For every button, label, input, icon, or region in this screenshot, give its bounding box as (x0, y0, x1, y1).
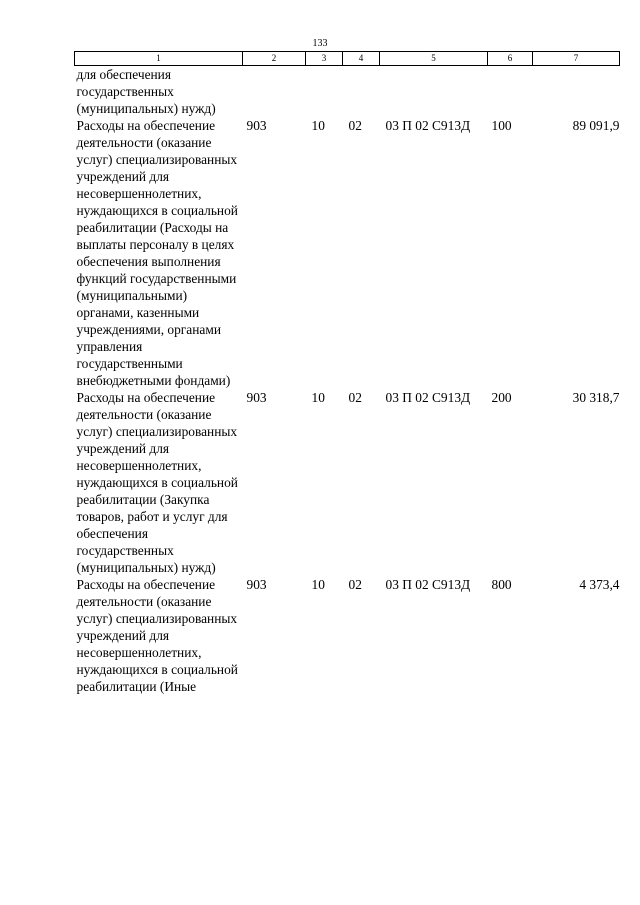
column-header-6: 6 (488, 52, 533, 66)
row-section-code: 10 (311, 118, 325, 133)
row-expense-type: 100 (491, 118, 512, 133)
row-target-article: 03 П 02 С913Д (385, 390, 471, 405)
column-header-1: 1 (75, 52, 243, 66)
row-name: Расходы на обеспечение деятельности (оказание услуг) специализированных учреждений для несовершеннолетних, нуждающихся в социальной реабилитации (Расходы на выплаты персоналу в целях обеспечения выполнения функций государственными (муниципальными) органами, казенными учреждениями, органами управления государственными внебюджетными фондами) (76, 118, 238, 388)
table-row (75, 576, 620, 695)
table-row (75, 117, 620, 389)
row-subsection-code: 02 (348, 390, 362, 405)
row-subsection-code: 02 (348, 577, 362, 592)
row-subsection-code: 02 (348, 118, 362, 133)
header-row (75, 52, 620, 66)
column-header-5: 5 (380, 52, 488, 66)
column-header-7: 7 (533, 52, 620, 66)
table-row (75, 66, 620, 118)
table-header (75, 52, 620, 66)
table-row (75, 389, 620, 576)
row-expense-type: 200 (491, 390, 512, 405)
row-name: Расходы на обеспечение деятельности (оказание услуг) специализированных учреждений для несовершеннолетних, нуждающихся в социальной реабилитации (Закупка товаров, работ и услуг для обеспечения государственных (муниципальных) нужд) (76, 390, 238, 575)
row-ministry-code: 903 (246, 577, 267, 592)
continuation-text: для обеспечения государственных (муниципальных) нужд) (76, 67, 216, 116)
row-section-code: 10 (311, 390, 325, 405)
budget-table (74, 51, 620, 695)
row-amount: 4 373,4 (579, 577, 620, 592)
column-header-3: 3 (306, 52, 343, 66)
column-header-4: 4 (343, 52, 380, 66)
row-amount: 30 318,7 (572, 390, 620, 405)
row-name: Расходы на обеспечение деятельности (оказание услуг) специализированных учреждений для несовершеннолетних, нуждающихся в социальной реабилитации (Иные (76, 577, 238, 694)
row-target-article: 03 П 02 С913Д (385, 577, 471, 592)
column-header-2: 2 (243, 52, 306, 66)
page-number: 133 (312, 38, 328, 49)
table-body (75, 66, 620, 696)
row-target-article: 03 П 02 С913Д (385, 118, 471, 133)
row-expense-type: 800 (491, 577, 512, 592)
row-section-code: 10 (311, 577, 325, 592)
row-ministry-code: 903 (246, 390, 267, 405)
row-amount: 89 091,9 (572, 118, 620, 133)
row-ministry-code: 903 (246, 118, 267, 133)
